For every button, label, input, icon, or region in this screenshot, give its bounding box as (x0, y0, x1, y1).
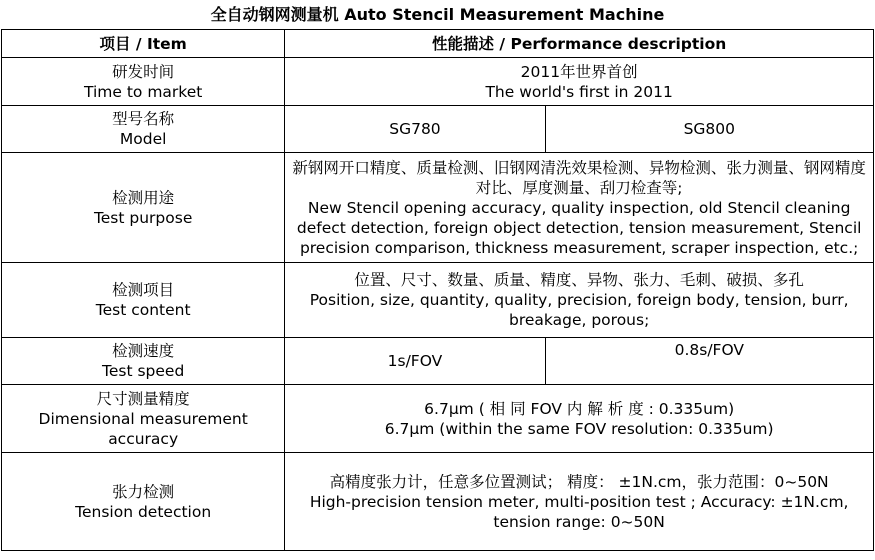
value-cn: 新钢网开口精度、质量检测、旧钢网清洗效果检测、异物检测、张力测量、钢网精度对比、厚度测量、刮刀检查等; (292, 158, 866, 197)
row-value (285, 153, 874, 263)
row-label (2, 153, 285, 263)
value-en: 6.7μm (within the same FOV resolution: 0.335um) (384, 419, 774, 438)
value-cn: 2011年世界首创 (520, 62, 638, 81)
header-item: 项目 / Item (2, 30, 285, 58)
value-cn: 6.7μm ( 相 同 FOV 内 解 析 度 : 0.335um) (424, 399, 735, 418)
row-value (285, 453, 874, 551)
label-en: Time to market (83, 82, 203, 101)
value-en: New Stencil opening accuracy, quality inspection, old Stencil cleaning defect detection, foreign object detection, tension measurement, Stencil precision comparison, thickness measurement, scraper inspection, etc.; (296, 198, 862, 257)
row-value (285, 385, 874, 453)
model-sg800: SG800 (545, 106, 873, 153)
document-title: 全自动钢网测量机 Auto Stencil Measurement Machine (210, 5, 665, 24)
value-cn: 位置、尺寸、数量、质量、精度、异物、张力、毛刺、破损、多孔 (354, 271, 804, 289)
value-en: The world's first in 2011 (485, 82, 673, 101)
label-cn: 研发时间 (112, 62, 175, 81)
label-cn: 型号名称 (112, 110, 175, 128)
row-label (2, 453, 285, 551)
spec-table (1, 29, 874, 551)
label-en: Test purpose (93, 208, 193, 227)
value-en: High-precision tension meter, multi-position test ; Accuracy: ±1N.cm, tension range: 0~50N (309, 492, 849, 531)
header-performance: 性能描述 / Performance description (285, 30, 874, 58)
label-en: Dimensional measurement accuracy (38, 409, 248, 448)
row-value (285, 58, 874, 106)
row-label (2, 106, 285, 153)
label-en: Test speed (102, 362, 185, 380)
speed-sg800: 0.8s/FOV (545, 338, 873, 385)
row-label (2, 385, 285, 453)
table-row (2, 385, 874, 453)
row-label (2, 263, 285, 338)
table-row (2, 263, 874, 338)
model-sg780: SG780 (285, 106, 545, 153)
label-cn: 检测项目 (112, 281, 175, 299)
row-label (2, 58, 285, 106)
label-en: Test content (95, 301, 191, 319)
row-value (285, 263, 874, 338)
row-label (2, 338, 285, 385)
speed-sg780: 1s/FOV (285, 338, 545, 385)
label-cn: 尺寸测量精度 (96, 389, 190, 408)
label-en: Model (119, 130, 167, 148)
value-cn: 高精度张力计，任意多位置测试； 精度： ±1N.cm，张力范围：0~50N (329, 472, 829, 491)
header-row (2, 30, 874, 58)
table-row (2, 106, 874, 153)
label-cn: 张力检测 (112, 482, 175, 501)
label-cn: 检测用途 (112, 188, 175, 207)
table-row (2, 338, 874, 385)
value-en: Position, size, quantity, quality, precision, foreign body, tension, burr, breakage, porous; (309, 291, 849, 329)
table-row (2, 58, 874, 106)
label-en: Tension detection (75, 502, 212, 521)
table-row (2, 153, 874, 263)
label-cn: 检测速度 (112, 342, 175, 360)
table-row (2, 453, 874, 551)
